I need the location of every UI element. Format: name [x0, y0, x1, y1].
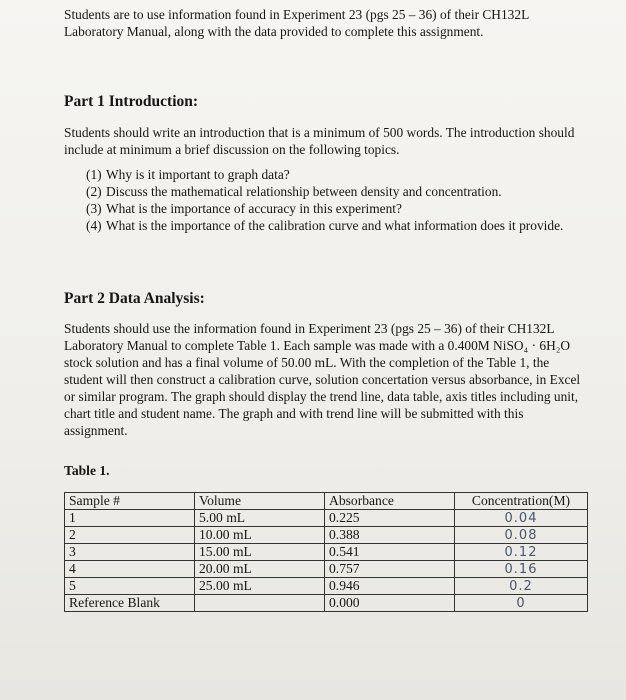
list-item-number: (1)	[86, 167, 102, 182]
list-item-text: What is the importance of the calibration curve and what information does it provide.	[106, 218, 564, 233]
cell-volume: 20.00 mL	[195, 561, 325, 578]
cell-volume	[195, 595, 325, 612]
cell-volume: 25.00 mL	[195, 578, 325, 595]
cell-absorbance: 0.225	[325, 510, 455, 527]
table-label: Table 1.	[64, 463, 110, 478]
cell-concentration: 0	[455, 595, 588, 612]
cell-sample: 5	[65, 578, 195, 595]
list-item	[86, 166, 596, 183]
data-table	[64, 492, 588, 612]
cell-volume: 15.00 mL	[195, 544, 325, 561]
list-item-number: (3)	[86, 201, 102, 216]
header-sample: Sample #	[65, 493, 195, 510]
table-row	[65, 595, 588, 612]
cell-sample: 1	[65, 510, 195, 527]
cell-absorbance: 0.541	[325, 544, 455, 561]
table-row	[65, 578, 588, 595]
list-item-number: (4)	[86, 218, 102, 233]
topic-list	[86, 166, 596, 234]
cell-sample: 4	[65, 561, 195, 578]
part1-heading: Part 1 Introduction:	[64, 93, 199, 110]
cell-sample: 3	[65, 544, 195, 561]
list-item-number: (2)	[86, 184, 102, 199]
cell-volume: 10.00 mL	[195, 527, 325, 544]
intro-paragraph: Students are to use information found in Experiment 23 (pgs 25 – 36) of their CH132L Laboratory Manual, along with the data provided to complete this assignment.	[64, 7, 529, 39]
table-header-row	[65, 493, 588, 510]
list-item	[86, 183, 596, 200]
cell-absorbance: 0.757	[325, 561, 455, 578]
cell-concentration: 0.04	[455, 510, 588, 527]
cell-sample: 2	[65, 527, 195, 544]
table-row	[65, 510, 588, 527]
list-item	[86, 217, 596, 234]
cell-concentration: 0.12	[455, 544, 588, 561]
list-item-text: Discuss the mathematical relationship between density and concentration.	[106, 184, 502, 199]
cell-concentration: 0.2	[455, 578, 588, 595]
header-volume: Volume	[195, 493, 325, 510]
cell-volume: 5.00 mL	[195, 510, 325, 527]
cell-absorbance: 0.946	[325, 578, 455, 595]
table-row	[65, 544, 588, 561]
cell-absorbance: 0.000	[325, 595, 455, 612]
list-item-text: What is the importance of accuracy in this experiment?	[106, 201, 402, 216]
cell-concentration: 0.16	[455, 561, 588, 578]
list-item	[86, 200, 596, 217]
list-item-text: Why is it important to graph data?	[106, 167, 290, 182]
header-absorbance: Absorbance	[325, 493, 455, 510]
cell-sample: Reference Blank	[65, 595, 195, 612]
header-concentration: Concentration(M)	[455, 493, 588, 510]
part2-paragraph: Students should use the information found in Experiment 23 (pgs 25 – 36) of their CH132L Laboratory Manual to complete Table 1. Each sample was made with a 0.400M NiSO₄ · 6H₂O stock solution and has a final volume of 50.00 mL. With the completion of the Table 1, the student will then construct a calibration curve, solution concertation versus absorbance, in Excel or similar program. The graph should display the trend line, data table, axis titles including unit, chart title and student name. The graph and with trend line will be submitted with this assignment.	[64, 321, 581, 438]
part1-paragraph: Students should write an introduction that is a minimum of 500 words. The introduction should include at minimum a brief discussion on the following topics.	[64, 125, 575, 157]
cell-absorbance: 0.388	[325, 527, 455, 544]
cell-concentration: 0.08	[455, 527, 588, 544]
table-row	[65, 561, 588, 578]
table-row	[65, 527, 588, 544]
part2-heading: Part 2 Data Analysis:	[64, 290, 205, 307]
